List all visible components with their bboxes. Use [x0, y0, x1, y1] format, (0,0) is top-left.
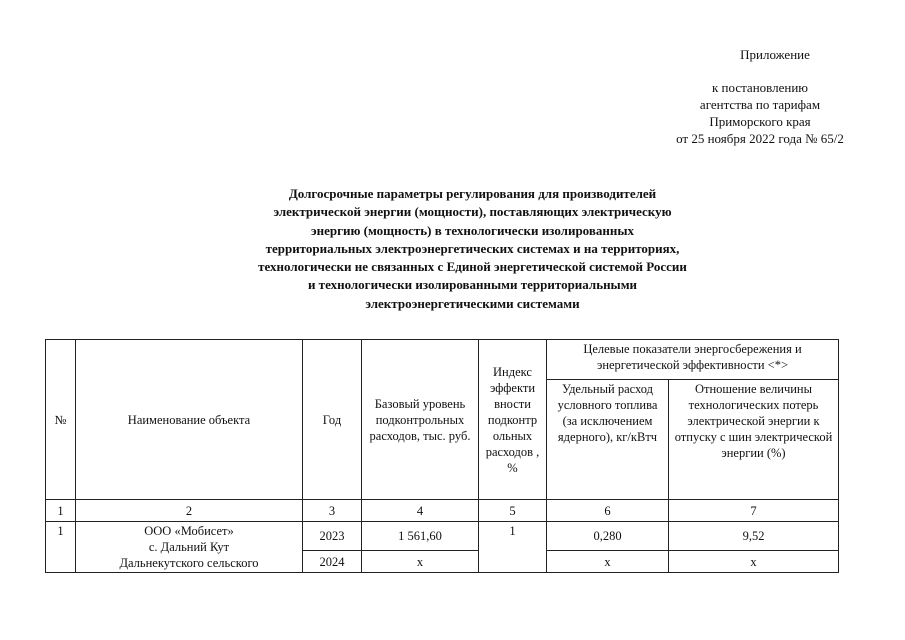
- appendix-line: Приморского края: [709, 114, 811, 129]
- loss-ratio-cell: х: [669, 551, 839, 573]
- loss-ratio-cell: 9,52: [669, 522, 839, 551]
- appendix-title: Приложение: [740, 47, 810, 62]
- title-line: энергию (мощность) в технологически изолированных: [310, 222, 634, 238]
- document-title: [200, 185, 745, 313]
- header-loss-ratio: Отношение величины технологических потерь электрической энергии к отпуску с шин электрической энергии (%): [669, 379, 839, 499]
- title-line: Долгосрочные параметры регулирования для производителей: [288, 186, 657, 201]
- base-level-cell: х: [362, 551, 479, 573]
- header-efficiency-index: Индекс эффекти вности подконтр ольных расходов , %: [479, 340, 547, 500]
- column-number: 5: [479, 500, 547, 522]
- title-line: электрической энергии (мощности), поставляющих электрическую: [273, 204, 672, 220]
- appendix-line: к постановлению: [711, 80, 809, 95]
- title-line: территориальных электроэнергетических системах и на территориях,: [265, 240, 680, 256]
- header-row: [46, 340, 839, 380]
- title-line: технологически не связанных с Единой энергетической системой России: [258, 259, 687, 275]
- header-targets: Целевые показатели энергосбережения и энергетической эффективности <*>: [547, 340, 839, 380]
- appendix-line: агентства по тарифам: [699, 97, 821, 112]
- appendix-line: от 25 ноября 2022 года № 65/2: [676, 131, 844, 146]
- header-number: №: [46, 340, 76, 500]
- column-number: 4: [362, 500, 479, 522]
- title-line: и технологически изолированными территориальными: [307, 277, 638, 293]
- column-number: 6: [547, 500, 669, 522]
- header-year: Год: [303, 340, 362, 500]
- year-cell: 2024: [303, 551, 362, 573]
- header-fuel-consumption: Удельный расход условного топлива (за исключением ядерного), кг/кВтч: [547, 379, 669, 499]
- fuel-consumption-cell: х: [547, 551, 669, 573]
- object-name-cell: [76, 522, 303, 573]
- parameters-table: [45, 339, 839, 573]
- fuel-consumption-cell: 0,280: [547, 522, 669, 551]
- column-number: 1: [46, 500, 76, 522]
- title-line: электроэнергетическими системами: [365, 295, 580, 311]
- header-object-name: Наименование объекта: [76, 340, 303, 500]
- appendix-block: [640, 46, 880, 147]
- object-name-line: ООО «Мобисет»: [144, 524, 234, 538]
- base-level-cell: 1 561,60: [362, 522, 479, 551]
- column-number-row: [46, 500, 839, 522]
- table-row: [46, 522, 839, 551]
- object-name-line: Дальнекутского сельского: [119, 556, 259, 570]
- object-name-line: с. Дальний Кут: [148, 540, 230, 554]
- efficiency-index-cell: 1: [479, 522, 547, 573]
- header-base-level: Базовый уровень подконтрольных расходов, тыс. руб.: [362, 340, 479, 500]
- year-cell: 2023: [303, 522, 362, 551]
- column-number: 3: [303, 500, 362, 522]
- row-number: 1: [46, 522, 76, 573]
- column-number: 2: [76, 500, 303, 522]
- column-number: 7: [669, 500, 839, 522]
